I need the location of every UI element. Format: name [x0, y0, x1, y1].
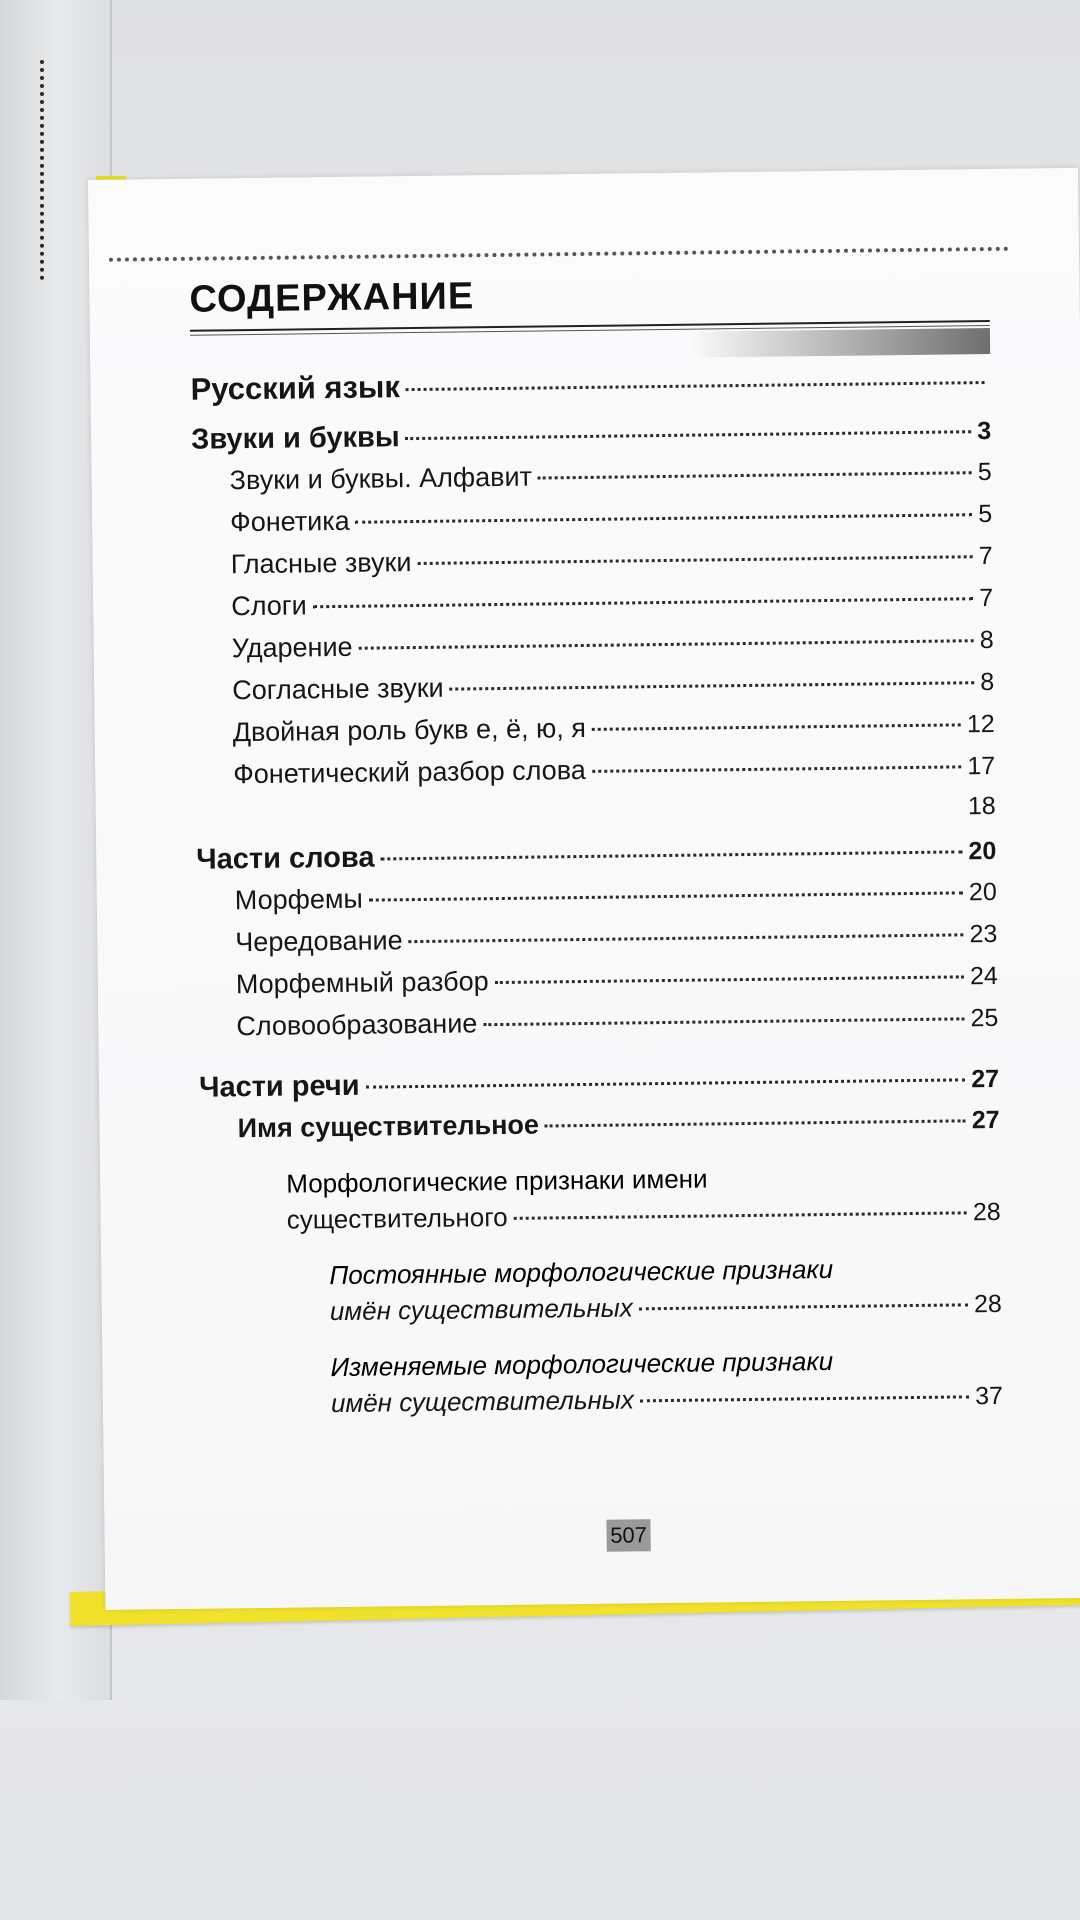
toc-label: Гласные звуки	[230, 547, 412, 580]
toc-entry-word-formation	[198, 1002, 998, 1054]
dot-leader	[592, 723, 961, 731]
title-rule	[190, 318, 990, 358]
dot-leader	[450, 681, 975, 690]
dot-leader	[592, 765, 962, 773]
toc-page-number: 5	[977, 457, 992, 487]
toc-page-number: 24	[969, 961, 998, 991]
toc-page-number: 37	[974, 1381, 1004, 1411]
toc-label: Фонетический разбор слова	[233, 754, 586, 790]
toc-page-number: 7	[979, 583, 994, 613]
dot-leader	[495, 975, 964, 984]
toc-page-number: 12	[966, 709, 995, 739]
toc-page-number: 17	[967, 751, 996, 781]
dot-leader	[483, 1017, 964, 1026]
dot-leader	[359, 639, 974, 650]
toc-page-number: 25	[970, 1003, 999, 1033]
toc-label: Звуки и буквы	[190, 421, 400, 456]
dot-leader	[406, 430, 972, 440]
table-of-contents	[189, 269, 1003, 1434]
toc-label: Морфемы	[234, 883, 364, 916]
dot-leader	[409, 933, 964, 943]
dot-leader	[640, 1395, 969, 1402]
toc-page-number: 20	[968, 836, 997, 866]
toc-page-number: 7	[978, 541, 993, 571]
dot-leader	[380, 850, 962, 860]
toc-label: Ударение	[231, 631, 353, 664]
toc-label-line: имён существительных	[330, 1384, 635, 1419]
book-page	[88, 168, 1080, 1610]
toc-label-line: Морфологические признаки имени	[286, 1163, 708, 1199]
toc-page-number: 27	[971, 1064, 1000, 1094]
dot-leader	[313, 597, 974, 608]
toc-label-line: Постоянные морфологические признаки	[329, 1253, 834, 1291]
toc-entry-noun-variable	[202, 1338, 1003, 1434]
toc-page-number: 18	[967, 791, 996, 821]
toc-list	[190, 362, 1003, 1434]
toc-page-number: 5	[978, 499, 993, 529]
toc-entry-noun-morph	[200, 1154, 1001, 1250]
toc-label: Слоги	[231, 590, 307, 622]
toc-label: Имя существительное	[237, 1109, 540, 1144]
table-surface	[0, 1640, 1080, 1920]
dot-leader	[356, 513, 973, 524]
toc-label: Части слова	[196, 841, 375, 876]
toc-entry-noun-constant	[201, 1246, 1002, 1342]
toc-entry-noun	[199, 1104, 999, 1158]
rule-shade-bar	[690, 328, 990, 358]
toc-label: Части речи	[198, 1069, 360, 1104]
toc-label: Согласные звуки	[232, 672, 444, 706]
page-title: СОДЕРЖАНИЕ	[189, 275, 475, 321]
toc-label-line: Изменяемые морфологические признаки	[330, 1345, 834, 1383]
dot-leader	[514, 1211, 967, 1220]
toc-label: Словообразование	[236, 1008, 478, 1042]
toc-label: Двойная роль букв е, ё, ю, я	[232, 712, 587, 748]
toc-page-number: 28	[973, 1289, 1002, 1319]
toc-page-number: 23	[969, 919, 998, 949]
page-stitch	[109, 247, 1009, 262]
toc-page-number: 8	[979, 625, 994, 655]
toc-label: Русский язык	[190, 369, 401, 407]
toc-page-number: 20	[968, 877, 997, 907]
toc-page-number: 8	[980, 667, 995, 697]
dot-leader	[639, 1303, 968, 1310]
toc-label-line: имён существительных	[329, 1292, 633, 1327]
toc-label: Морфемный разбор	[235, 966, 489, 1000]
dot-leader	[538, 471, 972, 479]
dot-leader	[369, 891, 963, 901]
dot-leader	[545, 1119, 966, 1127]
page-number: 507	[606, 1519, 650, 1552]
toc-page-number: 3	[977, 416, 992, 446]
toc-page-number: 28	[972, 1197, 1001, 1227]
toc-entry-russian	[190, 362, 990, 416]
toc-label: Фонетика	[230, 505, 350, 538]
toc-label: Чередование	[235, 925, 403, 958]
toc-page-number: 27	[971, 1105, 1000, 1135]
dot-leader	[406, 381, 985, 391]
toc-label: Звуки и буквы. Алфавит	[229, 461, 533, 496]
dot-leader	[366, 1078, 966, 1088]
toc-label-line: существительного	[286, 1201, 508, 1235]
dot-leader	[417, 555, 972, 565]
binding-stitch	[40, 60, 44, 280]
